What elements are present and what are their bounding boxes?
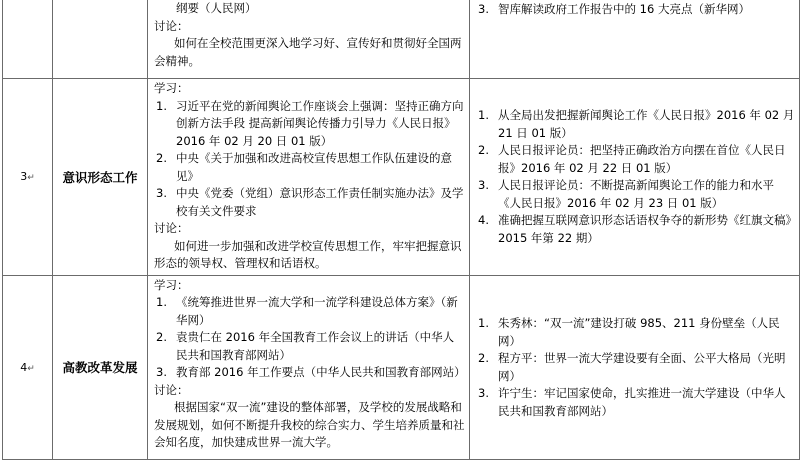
reference-item: 1. 从全局出发把握新闻舆论工作《人民日报》2016 年 02 月 21 日 01 版） (478, 108, 795, 140)
row-number: 3↵ (3, 79, 53, 276)
table-row-continued (3, 0, 800, 79)
discussion-text: 如何在全校范围更深入地学习好、宣传好和贯彻好全国两会精神。 (154, 36, 462, 68)
study-label: 学习： (154, 81, 189, 95)
reference-item: 2. 人民日报评论员：把坚持正确政治方向摆在首位《人民日报》2016 年 02 月 22 日 01 版） (478, 143, 786, 175)
references-list (476, 1, 795, 19)
study-item-continuation: 纲要（人民网） (176, 1, 257, 15)
number-cell (3, 0, 53, 79)
study-item: 1. 《统筹推进世界一流大学和一流学科建设总体方案》（新华网） (156, 295, 458, 327)
study-cell (148, 275, 470, 459)
study-label: 学习： (154, 277, 189, 292)
row-number: 4↵ (3, 275, 53, 459)
references-list (476, 107, 795, 247)
study-item: 3. 教育部 2016 年工作要点（中华人民共和国教育部网站） (156, 365, 466, 379)
table-row-4 (3, 275, 800, 459)
study-list (154, 98, 465, 221)
reference-item: 3. 许宁生：牢记国家使命，扎实推进一流大学建设（中华人民共和国教育部网站） (478, 386, 786, 418)
reference-item: 3. 智库解读政府工作报告中的 16 大亮点（新华网） (478, 2, 750, 16)
study-item: 3. 中央《党委（党组）意识形态工作责任制实施办法》及学校有关文件要求 (156, 186, 464, 218)
reference-item: 3. 人民日报评论员：不断提高新闻舆论工作的能力和水平 《人民日报》2016 年 02 月 23 日 01 版） (478, 178, 774, 210)
references-cell (470, 79, 800, 276)
study-item: 1. 习近平在党的新闻舆论工作座谈会上强调：坚持正确方向创新方法手段 提高新闻舆论传播力引导力《人民日报》 2016 年 02 月 20 日 01 版） (156, 98, 464, 148)
discussion-label: 讨论： (154, 382, 189, 397)
table-row-3 (3, 79, 800, 276)
reference-item: 4. 准确把握互联网意识形态话语权争夺的新形势《红旗文稿》2015 年第 22 期） (478, 213, 792, 245)
references-cell (470, 275, 800, 459)
references-cell (470, 0, 800, 79)
study-item: 2. 袁贵仁在 2016 年全国教育工作会议上的讲话（中华人民共和国教育部网站） (156, 330, 455, 362)
study-cell (148, 0, 470, 79)
discussion-label: 讨论： (154, 18, 189, 33)
study-item: 2. 中央《关于加强和改进高校宣传思想工作队伍建设的意见》 (156, 151, 452, 183)
reference-item: 2. 程方平：世界一流大学建设要有全面、公平大格局（光明网） (478, 351, 786, 383)
topic-label: 高教改革发展 (53, 275, 148, 459)
discussion-text: 根据国家“双一流”建设的整体部署，及学校的发展战略和发展规划，如何不断提升我校的综合实力、学生培养质量和社会知名度，加快建成世界一流大学。 (154, 400, 465, 449)
topic-label: 意识形态工作 (53, 79, 148, 276)
topic-cell (53, 0, 148, 79)
study-list (154, 294, 465, 382)
study-plan-table (2, 0, 800, 460)
references-list (476, 315, 795, 420)
study-cell (148, 79, 470, 276)
discussion-label: 讨论： (154, 221, 189, 235)
reference-item: 1. 朱秀林：“双一流”建设打破 985、211 身份壁垒（人民网） (478, 316, 780, 348)
discussion-text: 如何进一步加强和改进学校宣传思想工作，牢牢把握意识形态的领导权、管理权和话语权。 (154, 238, 462, 270)
